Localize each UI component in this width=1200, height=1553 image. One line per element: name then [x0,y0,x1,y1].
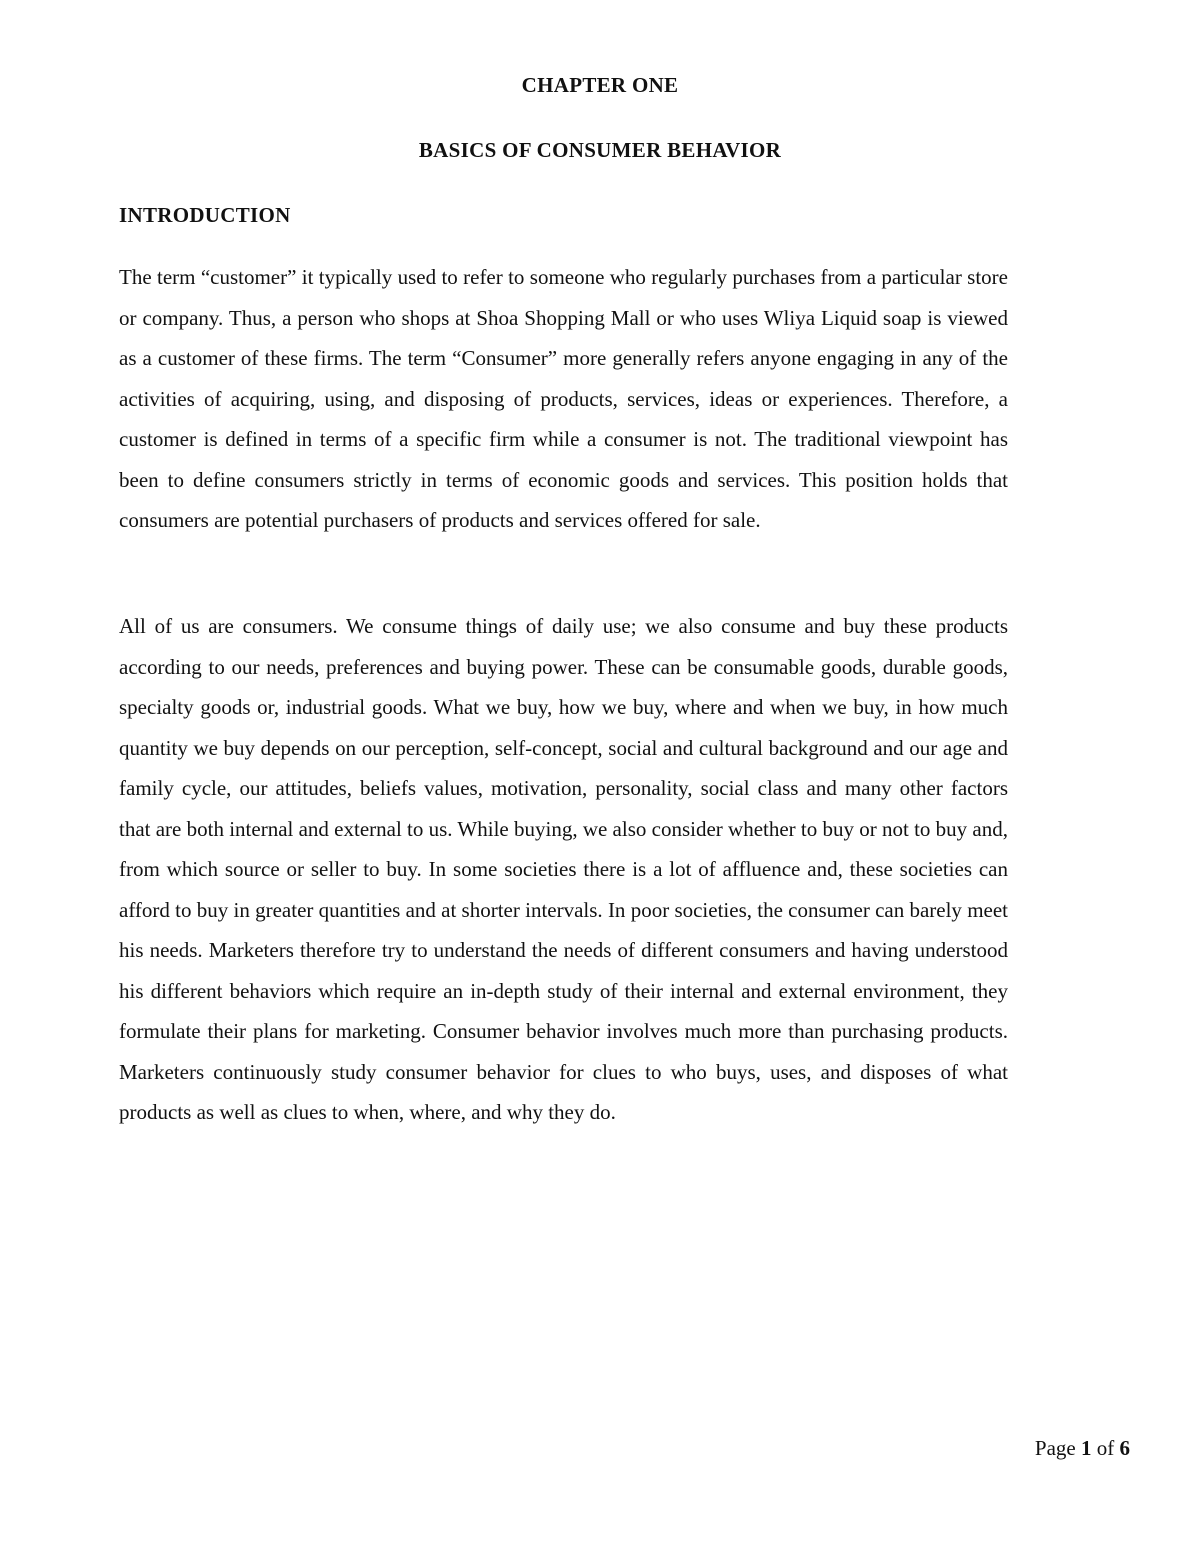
paragraph-customer-definition: The term “customer” it typically used to refer to someone who regularly purchases from a particular store or company. Thus, a person who shops at Shoa Shopping Mall or who uses Wliya Liquid soap is viewed as a customer of these firms. The term “Consumer” more generally refers anyone engaging in any of the activities of acquiring, using, and disposing of products, services, ideas or experiences. Therefore, a customer is defined in terms of a specific firm while a consumer is not. The traditional viewpoint has been to define consumers strictly in terms of economic goods and services. This position holds that consumers are potential purchasers of products and services offered for sale. [119,265,1008,532]
of-label: of [1096,1436,1115,1460]
section-heading: INTRODUCTION [119,203,291,227]
page-total: 6 [1119,1436,1130,1460]
paragraph-all-consumers: All of us are consumers. We consume things of daily use; we also consume and buy these products according to our needs, preferences and buying power. These can be consumable goods, durable goods, specialty goods or, industrial goods. What we buy, how we buy, where and when we buy, in how much quantity we buy depends on our perception, self-concept, social and cultural background and our age and family cycle, our attitudes, beliefs values, motivation, personality, social class and many other factors that are both internal and external to us. While buying, we also consider whether to buy or not to buy and, from which source or seller to buy. In some societies there is a lot of affluence and, these societies can afford to buy in greater quantities and at shorter intervals. In poor societies, the consumer can barely meet his needs. Marketers therefore try to understand the needs of different consumers and having understood his different behaviors which require an in-depth study of their internal and external environment, they formulate their plans for marketing. Consumer behavior involves much more than purchasing products. Marketers continuously study consumer behavior for clues to who buys, uses, and disposes of what products as well as clues to when, where, and why they do. [119,614,1008,1124]
page-number: 1 [1081,1436,1092,1460]
chapter-title: CHAPTER ONE [521,73,679,97]
page-number-footer [1035,1436,1130,1461]
chapter-subtitle: BASICS OF CONSUMER BEHAVIOR [418,138,782,162]
page-label: Page [1034,1436,1076,1460]
